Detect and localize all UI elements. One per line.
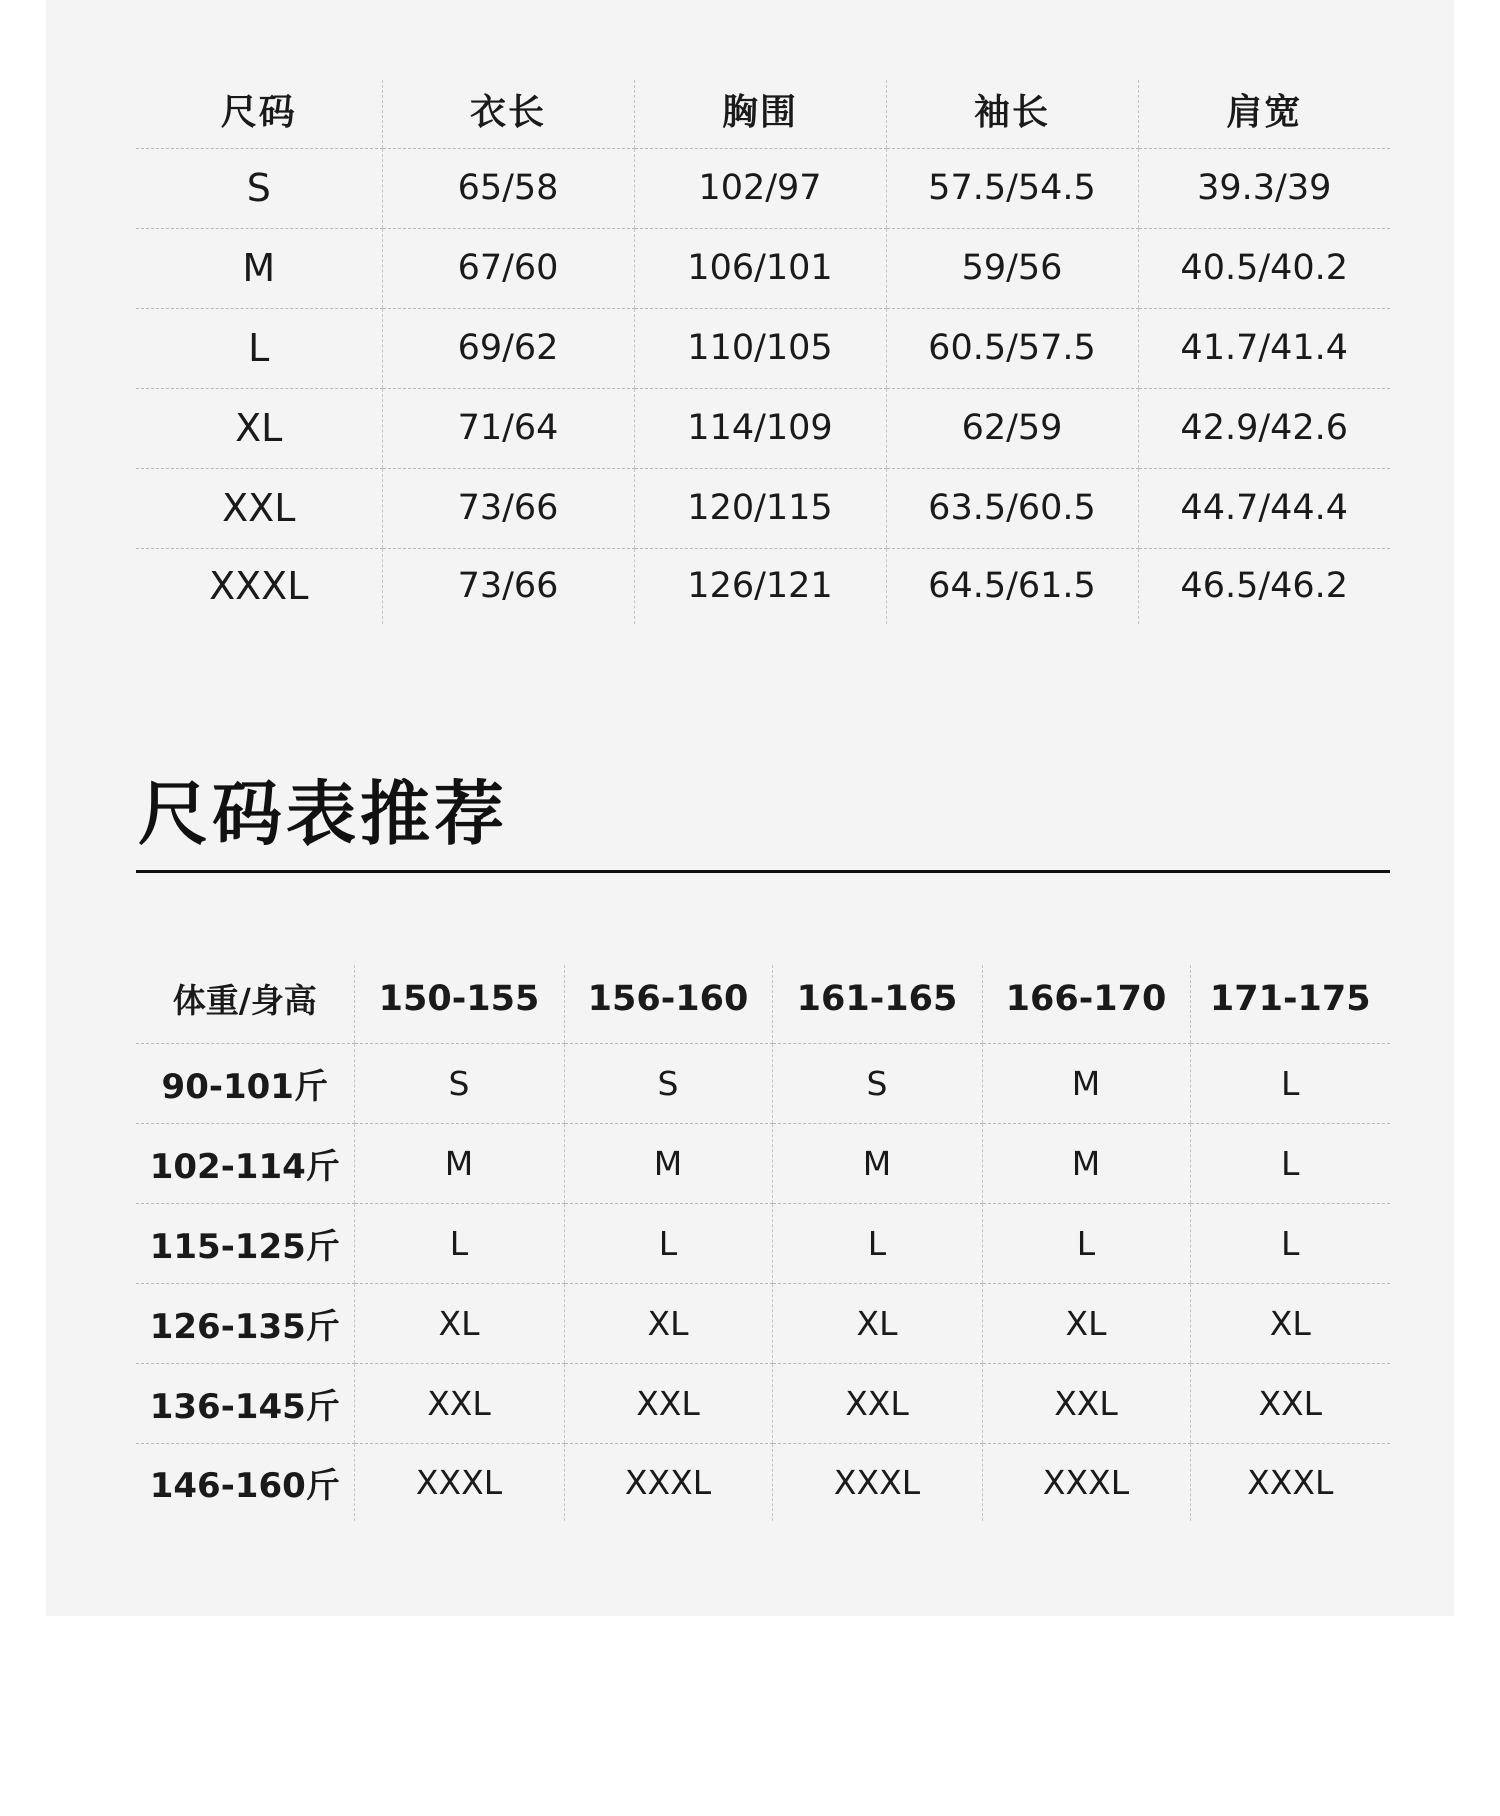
header-shoulder: 肩宽	[1138, 80, 1390, 148]
size-cell: L	[136, 308, 382, 388]
size-cell: XL	[354, 1283, 564, 1363]
sleeve-cell: 63.5/60.5	[886, 468, 1138, 548]
header-height: 150-155	[354, 965, 564, 1043]
size-cell: L	[1190, 1123, 1390, 1203]
table-row	[136, 308, 1390, 388]
size-cell: XXXL	[209, 564, 309, 609]
shoulder-cell: 40.5/40.2	[1138, 228, 1390, 308]
size-cell: M	[772, 1123, 982, 1203]
weight-cell: 146-160斤	[149, 1465, 340, 1506]
title-divider	[136, 870, 1390, 873]
chest-cell: 106/101	[634, 228, 886, 308]
weight-cell: 136-145斤	[136, 1363, 354, 1443]
shoulder-cell: 44.7/44.4	[1138, 468, 1390, 548]
size-cell: XL	[982, 1283, 1190, 1363]
table-row	[136, 388, 1390, 468]
size-cell: M	[982, 1123, 1190, 1203]
size-cell: XXXL	[564, 1443, 772, 1521]
header-height: 156-160	[564, 965, 772, 1043]
sleeve-cell: 62/59	[886, 388, 1138, 468]
size-cell: XL	[564, 1283, 772, 1363]
table-header-row	[136, 965, 1390, 1043]
length-cell: 73/66	[382, 548, 634, 624]
header-size: 尺码	[136, 80, 382, 148]
size-cell: XXXL	[772, 1443, 982, 1521]
size-cell: XXL	[772, 1363, 982, 1443]
table-row	[136, 1123, 1390, 1203]
recommendation-title: 尺码表推荐	[138, 773, 508, 855]
chest-cell: 110/105	[634, 308, 886, 388]
weight-cell: 115-125斤	[136, 1203, 354, 1283]
sleeve-cell: 64.5/61.5	[886, 548, 1138, 624]
header-weight-height: 体重/身高	[136, 965, 354, 1043]
sleeve-cell: 57.5/54.5	[886, 148, 1138, 228]
size-cell: M	[136, 228, 382, 308]
size-cell: XL	[136, 388, 382, 468]
length-cell: 69/62	[382, 308, 634, 388]
size-cell: L	[1190, 1203, 1390, 1283]
length-cell: 65/58	[382, 148, 634, 228]
table-row	[136, 148, 1390, 228]
header-height: 166-170	[982, 965, 1190, 1043]
size-recommendation-table	[136, 965, 1390, 1521]
chest-cell: 102/97	[634, 148, 886, 228]
chest-cell: 114/109	[634, 388, 886, 468]
header-height: 161-165	[772, 965, 982, 1043]
shoulder-cell: 39.3/39	[1138, 148, 1390, 228]
size-cell: XXL	[136, 468, 382, 548]
sleeve-cell: 59/56	[886, 228, 1138, 308]
size-cell: L	[772, 1203, 982, 1283]
size-cell: S	[354, 1043, 564, 1123]
table-header-row	[136, 80, 1390, 148]
length-cell: 73/66	[382, 468, 634, 548]
header-sleeve: 袖长	[886, 80, 1138, 148]
table-row	[136, 228, 1390, 308]
table-row	[136, 1363, 1390, 1443]
chest-cell: 120/115	[634, 468, 886, 548]
table-row	[136, 1283, 1390, 1363]
shoulder-cell: 46.5/46.2	[1138, 548, 1390, 624]
size-cell: XXXL	[354, 1443, 564, 1521]
length-cell: 67/60	[382, 228, 634, 308]
size-cell: XXL	[564, 1363, 772, 1443]
size-cell: XXXL	[982, 1443, 1190, 1521]
table-row	[136, 1203, 1390, 1283]
table-row	[136, 1443, 1390, 1521]
weight-cell: 126-135斤	[136, 1283, 354, 1363]
size-cell: S	[136, 148, 382, 228]
chest-cell: 126/121	[634, 548, 886, 624]
size-cell: S	[564, 1043, 772, 1123]
size-cell: XL	[1190, 1283, 1390, 1363]
size-cell: XXL	[354, 1363, 564, 1443]
table-row	[136, 1043, 1390, 1123]
weight-cell: 102-114斤	[136, 1123, 354, 1203]
size-chart-panel	[46, 0, 1454, 1616]
header-length: 衣长	[382, 80, 634, 148]
weight-cell: 90-101斤	[136, 1043, 354, 1123]
header-height: 171-175	[1190, 965, 1390, 1043]
size-cell: M	[982, 1043, 1190, 1123]
size-cell: M	[354, 1123, 564, 1203]
size-cell: XL	[772, 1283, 982, 1363]
shoulder-cell: 42.9/42.6	[1138, 388, 1390, 468]
size-cell: L	[564, 1203, 772, 1283]
size-cell: M	[564, 1123, 772, 1203]
header-chest: 胸围	[634, 80, 886, 148]
sleeve-cell: 60.5/57.5	[886, 308, 1138, 388]
size-measurement-table	[136, 80, 1390, 624]
size-cell: L	[354, 1203, 564, 1283]
size-cell: XXL	[982, 1363, 1190, 1443]
shoulder-cell: 41.7/41.4	[1138, 308, 1390, 388]
size-cell: L	[1190, 1043, 1390, 1123]
size-cell: XXL	[1190, 1363, 1390, 1443]
table-row	[136, 548, 1390, 624]
table-row	[136, 468, 1390, 548]
size-cell: L	[982, 1203, 1190, 1283]
size-cell: XXXL	[1190, 1443, 1390, 1521]
size-cell: S	[772, 1043, 982, 1123]
length-cell: 71/64	[382, 388, 634, 468]
